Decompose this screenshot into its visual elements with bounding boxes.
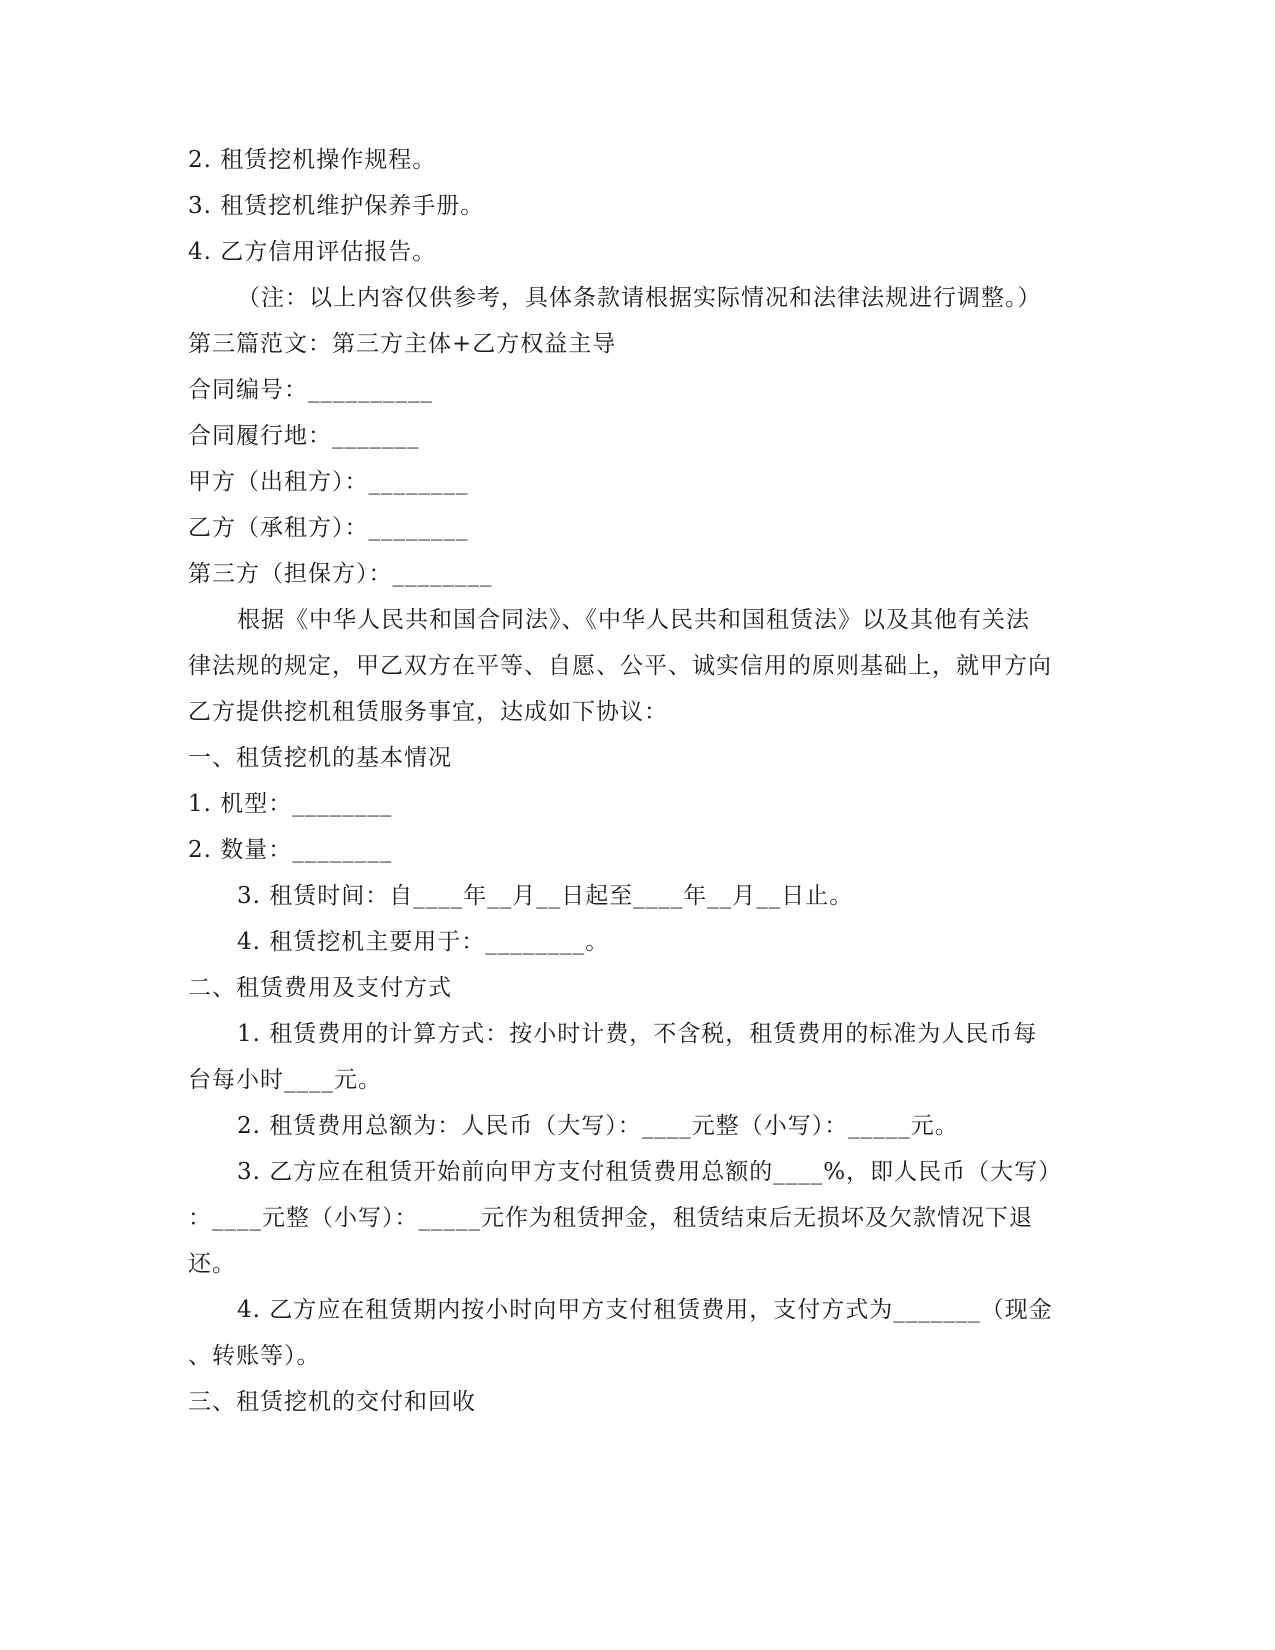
text-line: 3. 租赁挖机维护保养手册。 [188, 193, 485, 219]
text-line: 台每小时____元。 [188, 1067, 382, 1093]
contract-number-field: 合同编号：__________ [188, 377, 433, 403]
text-line: 4. 乙方信用评估报告。 [188, 239, 437, 265]
text-line: 1. 机型：________ [188, 791, 393, 817]
text-line: 4. 租赁挖机主要用于：________。 [237, 929, 610, 955]
section-heading: 三、租赁挖机的交付和回收 [188, 1389, 476, 1415]
text-line: 2. 租赁费用总额为：人民币（大写）：____元整（小写）：_____元。 [237, 1113, 959, 1139]
party-a-field: 甲方（出租方）：________ [188, 469, 469, 495]
third-party-field: 第三方（担保方）：________ [188, 561, 493, 587]
text-line: 2. 数量：________ [188, 837, 393, 863]
text-line: 律法规的规定，甲乙双方在平等、自愿、公平、诚实信用的原则基础上，就甲方向 [188, 653, 1052, 679]
text-line: 4. 乙方应在租赁期内按小时向甲方支付租赁费用，支付方式为_______（现金 [237, 1297, 1053, 1323]
text-line: 还。 [188, 1251, 236, 1277]
text-line: 1. 租赁费用的计算方式：按小时计费，不含税，租赁费用的标准为人民币每 [237, 1021, 1038, 1047]
note-line: （注：以上内容仅供参考，具体条款请根据实际情况和法律法规进行调整。） [237, 285, 1042, 311]
party-b-field: 乙方（承租方）：________ [188, 515, 469, 541]
text-line: 乙方提供挖机租赁服务事宜，达成如下协议： [188, 699, 668, 725]
text-line: 3. 租赁时间：自____年__月__日起至____年__月__日止。 [237, 883, 854, 909]
text-line: 2. 租赁挖机操作规程。 [188, 147, 437, 173]
text-line: ：____元整（小写）：_____元作为租赁押金，租赁结束后无损坏及欠款情况下退 [188, 1205, 1033, 1231]
section-heading: 第三篇范文：第三方主体+乙方权益主导 [188, 331, 617, 357]
text-line: 、转账等）。 [188, 1343, 321, 1369]
text-line: 3. 乙方应在租赁开始前向甲方支付租赁费用总额的____%，即人民币（大写） [237, 1159, 1063, 1185]
text-line: 根据《中华人民共和国合同法》、《中华人民共和国租赁法》以及其他有关法 [237, 607, 1030, 633]
section-heading: 二、租赁费用及支付方式 [188, 975, 452, 1001]
contract-place-field: 合同履行地：_______ [188, 423, 420, 449]
section-heading: 一、租赁挖机的基本情况 [188, 745, 452, 771]
